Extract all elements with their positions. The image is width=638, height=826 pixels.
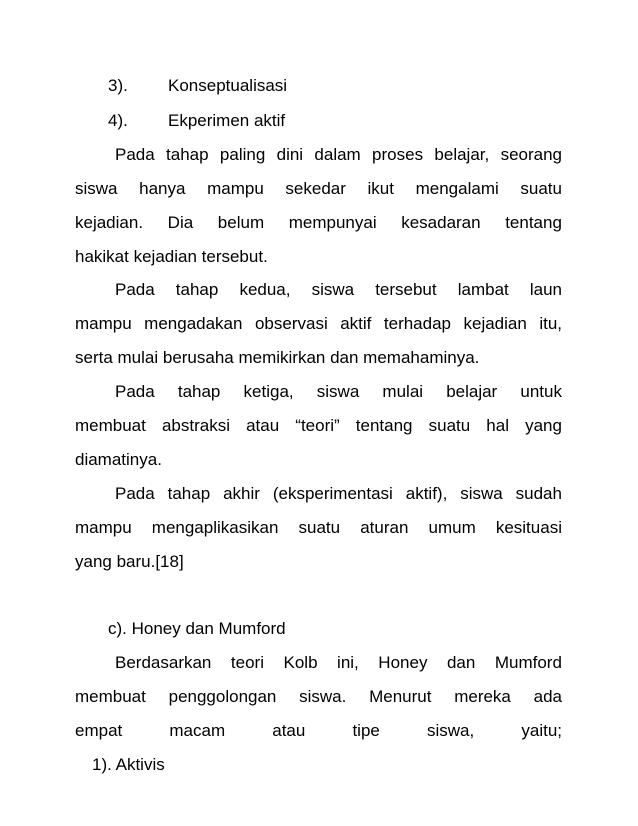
- word: membuat: [75, 687, 146, 706]
- paragraph-line: [115, 382, 562, 402]
- word: untuk: [520, 382, 562, 401]
- word: Dia: [167, 213, 194, 232]
- word: siswa: [311, 280, 355, 299]
- paragraph-line: [75, 314, 562, 334]
- word: penggolongan: [168, 687, 277, 706]
- list-item-text: Konseptualisasi: [168, 76, 288, 95]
- word: Berdasarkan: [115, 653, 212, 672]
- paragraph-line: yang baru.[18]: [75, 552, 184, 571]
- paragraph-line: hakikat kejadian tersebut.: [75, 247, 268, 266]
- word: siswa,: [427, 721, 475, 740]
- word: mempunyai: [288, 213, 377, 232]
- section-heading: c). Honey dan Mumford: [108, 619, 286, 638]
- word: Kolb: [283, 653, 318, 672]
- word: Menurut: [369, 687, 432, 706]
- word: Pada: [115, 484, 155, 503]
- word: kejadian: [463, 314, 527, 333]
- word: hal: [486, 416, 509, 435]
- word: kedua,: [239, 280, 291, 299]
- word: ketiga,: [243, 382, 294, 401]
- word: lambat: [457, 280, 509, 299]
- word: akhir: [223, 484, 260, 503]
- word: suatu: [520, 179, 562, 198]
- word: belum: [217, 213, 265, 232]
- paragraph-line: [115, 653, 562, 673]
- word: tahap: [177, 382, 221, 401]
- word: teori: [230, 653, 264, 672]
- word: mampu: [75, 314, 132, 333]
- word: (eksperimentasi: [272, 484, 393, 503]
- word: terhadap: [383, 314, 452, 333]
- paragraph-line: [115, 280, 562, 300]
- list-item-number: 4).: [108, 111, 128, 130]
- word: tahap: [175, 280, 219, 299]
- word: siswa: [460, 484, 503, 503]
- word: seorang: [500, 145, 562, 164]
- word: siswa: [75, 179, 118, 198]
- list-item-number: 3).: [108, 76, 128, 95]
- word: ikut: [367, 179, 394, 198]
- word: tersebut: [375, 280, 437, 299]
- word: Mumford: [494, 653, 562, 672]
- list-item: [108, 111, 408, 131]
- list-item: [108, 76, 408, 96]
- word: atau: [246, 416, 280, 435]
- word: tipe: [352, 721, 380, 740]
- word: aktif: [340, 314, 372, 333]
- word: proses: [372, 145, 424, 164]
- paragraph-line: [75, 213, 562, 233]
- word: empat: [75, 721, 123, 740]
- word: tentang: [505, 213, 562, 232]
- word: sekedar: [285, 179, 346, 198]
- paragraph-line: [115, 484, 562, 504]
- word: tahap: [167, 484, 211, 503]
- word: dan: [446, 653, 476, 672]
- word: membuat: [75, 416, 146, 435]
- word: laun: [529, 280, 562, 299]
- paragraph-line: [115, 145, 562, 165]
- word: atau: [272, 721, 306, 740]
- word: Pada: [115, 145, 155, 164]
- list-item-text: Ekperimen aktif: [168, 111, 286, 130]
- word: yaitu;: [521, 721, 562, 740]
- paragraph-line: [75, 179, 562, 199]
- paragraph-line: [75, 687, 562, 707]
- word: ini,: [337, 653, 359, 672]
- word: mengalami: [415, 179, 499, 198]
- word: Honey: [378, 653, 428, 672]
- word: Pada: [115, 382, 155, 401]
- paragraph-line: [75, 721, 562, 741]
- word: umum: [428, 518, 476, 537]
- word: observasi: [254, 314, 328, 333]
- word: hanya: [139, 179, 186, 198]
- word: aturan: [360, 518, 409, 537]
- word: aktif),: [405, 484, 448, 503]
- word: sudah: [515, 484, 562, 503]
- word: Pada: [115, 280, 155, 299]
- word: itu,: [539, 314, 562, 333]
- word: kesadaran: [401, 213, 481, 232]
- word: dalam: [314, 145, 361, 164]
- word: mengadakan: [144, 314, 243, 333]
- word: abstraksi: [161, 416, 230, 435]
- paragraph-line: [75, 416, 562, 436]
- word: kejadian.: [75, 213, 144, 232]
- word: tahap: [166, 145, 209, 164]
- list-item: 1). Aktivis: [92, 755, 165, 774]
- word: mengaplikasikan: [151, 518, 279, 537]
- word: yang: [525, 416, 562, 435]
- word: mampu: [207, 179, 264, 198]
- word: siswa.: [299, 687, 347, 706]
- word: kesituasi: [495, 518, 562, 537]
- word: belajar: [446, 382, 498, 401]
- word: macam: [169, 721, 226, 740]
- word: ada: [533, 687, 562, 706]
- word: suatu: [428, 416, 471, 435]
- word: paling: [219, 145, 266, 164]
- word: mampu: [75, 518, 132, 537]
- word: dini: [276, 145, 304, 164]
- paragraph-line: [75, 518, 562, 538]
- paragraph-line: diamatinya.: [75, 450, 162, 469]
- word: tentang: [355, 416, 413, 435]
- word: mulai: [382, 382, 424, 401]
- word: siswa: [316, 382, 360, 401]
- word: “teori”: [295, 416, 340, 435]
- word: belajar,: [434, 145, 490, 164]
- word: suatu: [298, 518, 341, 537]
- word: mereka: [454, 687, 511, 706]
- paragraph-line: serta mulai berusaha memikirkan dan memahaminya.: [75, 348, 480, 367]
